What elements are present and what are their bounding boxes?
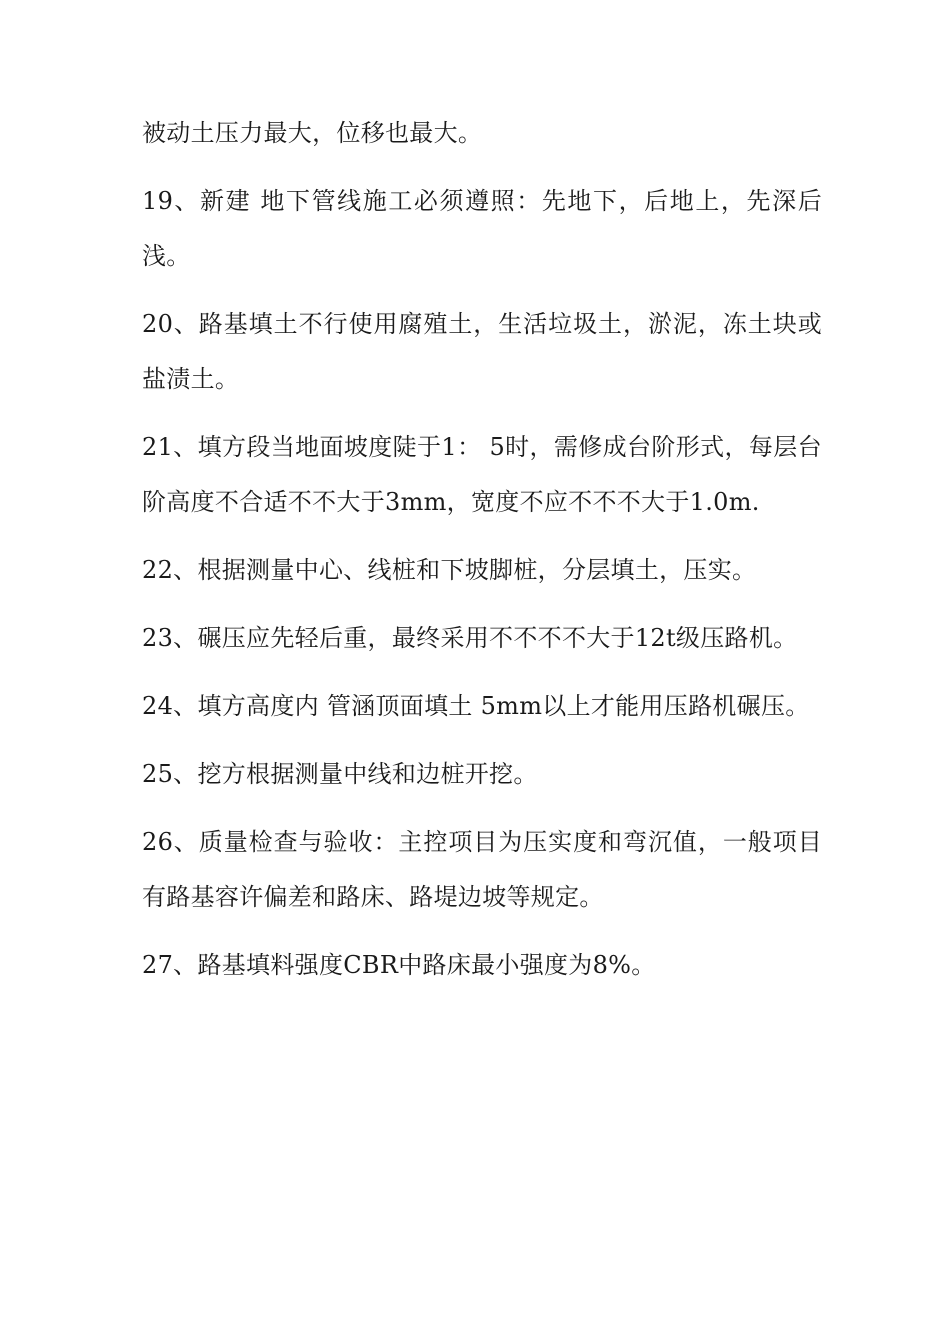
paragraph-item-19: 19、新建 地下管线施工必须遵照：先地下，后地上，先深后浅。 [142, 187, 822, 270]
paragraph-item-25: 25、挖方根据测量中线和边桩开挖。 [142, 760, 538, 788]
paragraph-item-22: 22、根据测量中心、线桩和下坡脚桩，分层填土，压实。 [142, 556, 757, 584]
paragraph-item-21: 21、填方段当地面坡度陡于1： 5时，需修成台阶形式，每层台阶高度不合适不不大于3mm，宽度不应不不不大于1.0m. [142, 433, 822, 516]
paragraph-item-20: 20、路基填土不行使用腐殖土，生活垃圾土，淤泥，冻土块或盐渍土。 [142, 310, 822, 393]
paragraph-passive-earth-pressure: 被动土压力最大，位移也最大。 [142, 119, 483, 147]
paragraph-item-23: 23、碾压应先轻后重，最终采用不不不不大于12t级压路机。 [142, 624, 798, 652]
paragraph-item-27: 27、路基填料强度CBR中路床最小强度为8%。 [142, 951, 656, 979]
document-body [142, 106, 822, 1006]
paragraph-item-26: 26、质量检查与验收：主控项目为压实度和弯沉值，一般项目有路基容许偏差和路床、路堤边坡等规定。 [142, 828, 822, 911]
paragraph-item-24: 24、填方高度内 管涵顶面填土 5mm以上才能用压路机碾压。 [142, 692, 810, 720]
